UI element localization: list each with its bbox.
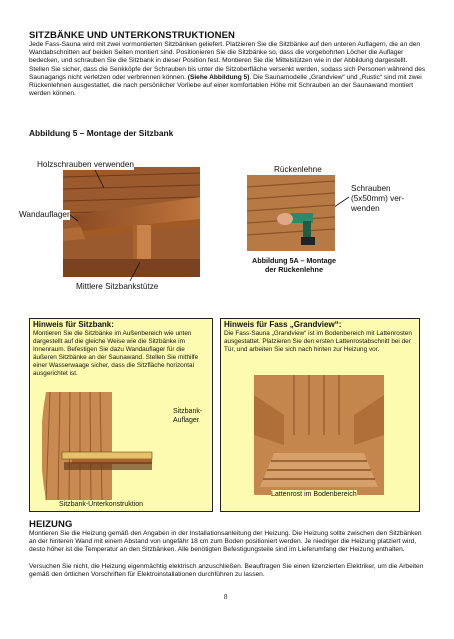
label-middle-support: Mittlere Sitzbankstütze	[76, 282, 159, 291]
floor-grate-photo	[254, 375, 384, 495]
hint-box-grandview	[220, 318, 420, 512]
section-body-heater-2: Versuchen Sie nicht, die Heizung eigenmächtig elektrisch anzuschließen. Beauftragen Sie einen lizenzierten Elektriker, um die Arbeiten gemäß den örtlichen Vorschriften für Elektroinstallationen durchführen zu lassen.	[29, 563, 424, 579]
hint-grandview-body: Die Fass-Sauna „Grandview“ ist im Bodenbereich mit Lattenrosten ausgestattet. Platzieren Sie den ersten Lattenrostabschnitt bei der Tür, und arbeiten Sie sich nach hinten zur Heizung vor.	[224, 330, 412, 353]
hint-grandview-title: Hinweis für Fass „Grandview“:	[224, 320, 342, 329]
hint-box-bench	[29, 318, 213, 512]
figure-5-title: Abbildung 5 – Montage der Sitzbank	[29, 128, 174, 138]
figure-5a-caption: Abbildung 5A – Montage der Rückenlehne	[252, 256, 336, 274]
label-floor-grate: Lattenrost im Bodenbereich	[271, 491, 357, 498]
body-text: Jede Fass-Sauna wird mit zwei vormontierten Sitzbänken geliefert. Platzieren Sie die Sitzbänke auf den unteren Auflagern, die an den Wandabschnitten auf beiden Seiten montiert sind. Positionieren Sie die Sitzbänke so, dass die vorgebohrten Löcher die Auflager bedecken, und schrauben Sie die Sitzbank in dieser Position fest. Montieren Sie die Mittelstützen wie in der Abbildung dargestellt. Stellen Sie sicher, dass die Senkköpfe der Schrauben bis unter die Sitzoberfläche versenkt werden, sodass sich Personen während des Saunagangs nicht verletzen oder verbrennen können.	[29, 41, 426, 81]
hint-bench-title: Hinweis für Sitzbank:	[33, 320, 114, 329]
body-text-cont: . Die Saunamodelle „Grandview“ und „Rustic“ sind mit zwei Rückenlehnen ausgestattet, die nach persönlicher Vorliebe auf einer komfortablen Höhe mit Schrauben an der Saunawand montiert werden können.	[29, 73, 422, 98]
bench-substructure-photo	[42, 392, 190, 500]
label-backrest: Rückenlehne	[274, 165, 322, 174]
page-number: 8	[224, 593, 228, 601]
section-title-heater: HEIZUNG	[29, 519, 73, 530]
section-body-heater-1: Montieren Sie die Heizung gemäß den Angaben in der Installationsanleitung der Heizung. Die Heizung sollte zwischen den Sitzbänken an der hinteren Wand mit einem Abstand von ungefähr 18 cm zum Boden positioniert werden. Je niedriger die Heizung platziert wird, desto höher ist die Temperatur an den Sitzbänken. Alle benötigten Befestigungsteile sind im Lieferumfang der Heizung enthalten.	[29, 530, 422, 554]
label-bench-substructure: Sitzbank-Unterkonstruktion	[59, 501, 144, 508]
section-title-benches: SITZBÄNKE UND UNTERKONSTRUKTIONEN	[29, 30, 235, 41]
backrest-assembly-photo	[247, 175, 335, 251]
figure-reference: (Siehe Abbildung 5)	[187, 73, 250, 81]
hint-bench-body: Montieren Sie die Sitzbänke im Außenbereich wie unten dargestellt auf die gleiche Weise wie die Sitzbänke im Innenraum. Befestigen Sie dazu Wandauflager für die äußeren Sitzbänke an der Saunawand. Stellen Sie mithilfe einer Wasserwaage sicher, dass die Sitzfläche horizontal ausgerichtet ist.	[33, 330, 199, 377]
label-bench-support: Sitzbank- Auflager	[173, 408, 203, 424]
label-backrest-screws: Schrauben (5x50mm) ver- wenden	[351, 184, 405, 213]
label-wood-screws: Holzschrauben verwenden	[37, 160, 134, 169]
label-wall-support: Wandauflager	[19, 210, 70, 219]
